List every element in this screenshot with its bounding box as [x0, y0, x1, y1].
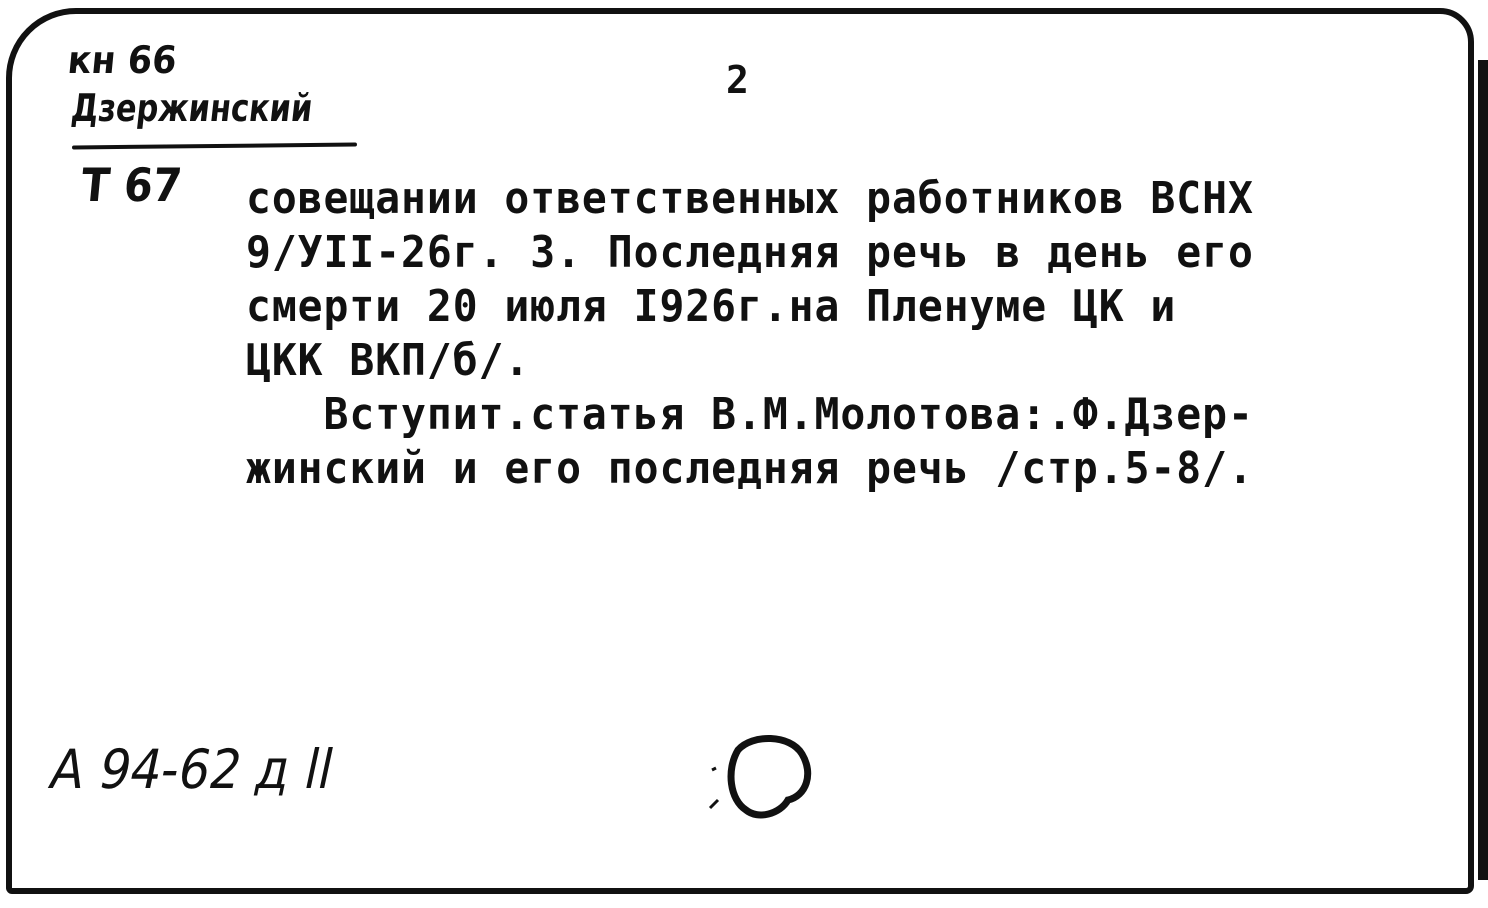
page-number: 2 [726, 58, 749, 102]
entry-line: смерти 20 июля I926г.на Пленуме ЦК и [246, 281, 1177, 332]
entry-line: ЦКК ВКП/б/. [246, 335, 531, 386]
shelfmark-number: Т 67 [78, 158, 185, 212]
card-right-edge [1478, 60, 1488, 880]
shelfmark-code: кн 66 [65, 38, 179, 82]
entry-line: жинский и его последняя речь /стр.5-8/. [246, 443, 1254, 494]
punch-hole-icon [690, 730, 820, 830]
entry-line: Вступит.статья В.М.Молотова:.Ф.Дзер- [246, 389, 1254, 440]
entry-line: совещании ответственных работников ВСНХ [246, 173, 1254, 224]
catalog-entry-text [246, 172, 1254, 496]
inventory-number: А 94-62 д ll [44, 738, 340, 801]
entry-line: 9/УII-26г. 3. Последняя речь в день его [246, 227, 1254, 278]
shelfmark-author: Дзержинский [69, 86, 315, 130]
